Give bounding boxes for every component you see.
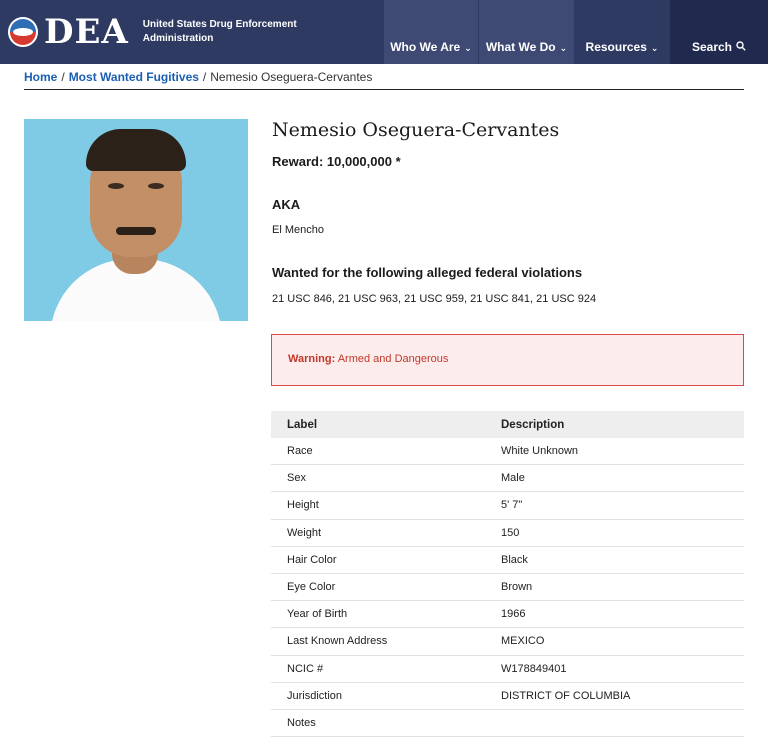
column-header-description: Description xyxy=(501,418,565,431)
warning-text: Armed and Dangerous xyxy=(335,353,449,365)
nav-what-we-do[interactable]: What We Do ⌄ xyxy=(478,0,574,64)
table-row: Race White Unknown xyxy=(271,438,744,465)
aka-value: El Mencho xyxy=(272,224,324,236)
table-header-row xyxy=(271,411,744,438)
violations-heading: Wanted for the following alleged federal violations xyxy=(272,265,583,280)
fugitive-photo xyxy=(24,119,248,321)
search-icon xyxy=(736,41,746,54)
main-nav xyxy=(384,0,768,64)
table-row: Eye Color Brown xyxy=(271,574,744,601)
warning-label: Warning: xyxy=(288,353,336,365)
table-row: Weight 150 xyxy=(271,520,744,547)
nav-search[interactable]: Search xyxy=(670,0,768,64)
table-row: Jurisdiction DISTRICT OF COLUMBIA xyxy=(271,683,744,710)
breadcrumb-home-link[interactable]: Home xyxy=(24,70,58,84)
violations-list: 21 USC 846, 21 USC 963, 21 USC 959, 21 USC 841, 21 USC 924 xyxy=(272,293,597,305)
chevron-down-icon: ⌄ xyxy=(650,43,659,53)
aka-heading: AKA xyxy=(272,197,301,212)
table-row: Last Known Address MEXICO xyxy=(271,628,744,655)
column-header-label: Label xyxy=(287,418,318,431)
breadcrumb-most-wanted-link[interactable]: Most Wanted Fugitives xyxy=(68,70,199,84)
table-row: Year of Birth 1966 xyxy=(271,601,744,628)
chevron-down-icon: ⌄ xyxy=(559,43,568,53)
nav-resources[interactable]: Resources ⌄ xyxy=(574,0,670,64)
table-row: NCIC # W178849401 xyxy=(271,656,744,683)
table-row: Height 5' 7" xyxy=(271,492,744,519)
breadcrumb-current: Nemesio Oseguera-Cervantes xyxy=(210,70,373,84)
table-row: Hair Color Black xyxy=(271,547,744,574)
details-table xyxy=(271,411,744,737)
warning-alert xyxy=(271,334,744,386)
reward-amount: Reward: 10,000,000 * xyxy=(272,154,401,169)
dea-seal-icon xyxy=(8,17,38,47)
agency-name: United States Drug Enforcement Administration xyxy=(142,19,297,44)
table-row: Sex Male xyxy=(271,465,744,492)
site-header xyxy=(0,0,768,64)
nav-who-we-are[interactable]: Who We Are ⌄ xyxy=(384,0,478,64)
table-row: Notes xyxy=(271,710,744,737)
logo-wordmark: DEA xyxy=(44,12,129,52)
chevron-down-icon: ⌄ xyxy=(464,43,472,53)
brand[interactable] xyxy=(0,0,384,64)
breadcrumb: Home / Most Wanted Fugitives / Nemesio Oseguera-Cervantes xyxy=(24,70,744,90)
fugitive-name: Nemesio Oseguera-Cervantes xyxy=(272,119,560,141)
